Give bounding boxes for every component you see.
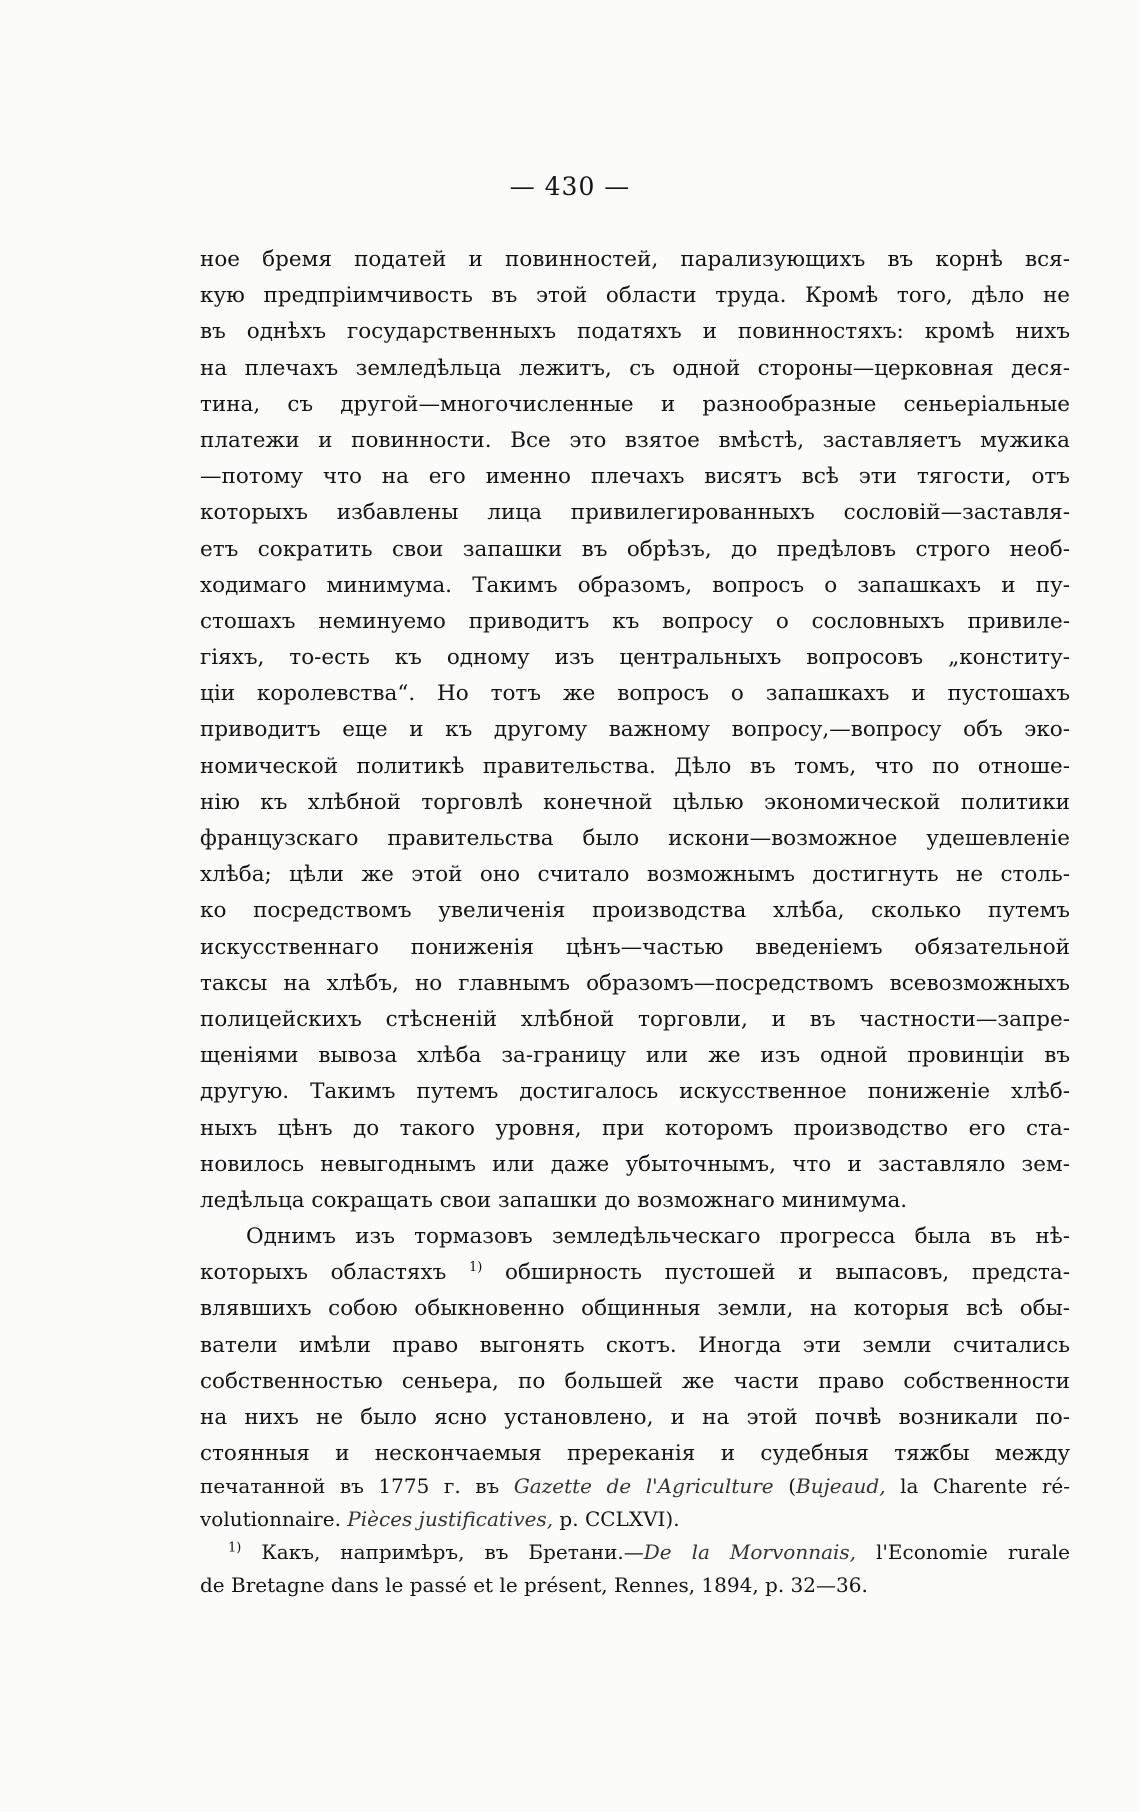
footnote-continuation-line: volutionnaire. Pièces justificatives, p. CCLXVI).: [200, 1507, 680, 1531]
text-line: стошахъ неминуемо приводитъ къ вопросу о сословныхъ привиле-: [200, 608, 1070, 634]
text-line: влявшихъ собою обыкновенно общинныя земли, на которыя всѣ обы-: [200, 1296, 1070, 1322]
text-line: на нихъ не было ясно установлено, и на этой почвѣ возникали по-: [200, 1405, 1070, 1430]
text-line: щеніями вывоза хлѣба за-границу или же изъ одной провинціи въ: [200, 1043, 1070, 1069]
paragraph-1: [200, 242, 1070, 1219]
text-line: тина, съ другой—многочисленные и разнообразные сеньеріальные: [200, 391, 1070, 417]
text-line: приводитъ еще и къ другому важному вопросу,—вопросу объ эко-: [200, 717, 1070, 743]
text-line: номической политикѣ правительства. Дѣло въ томъ, что по отноше-: [200, 753, 1070, 779]
text-line: полицейскихъ стѣсненій хлѣбной торговли, и въ частности—запре-: [200, 1006, 1070, 1032]
paragraph-2: [200, 1219, 1070, 1472]
footnote-continuation-line: печатанной въ 1775 г. въ Gazette de l'Agriculture (Bujeaud, la Charente ré-: [200, 1474, 1070, 1498]
footnotes: [200, 1470, 1070, 1602]
text-line: которыхъ областяхъ $^{1)}$ обширность пустошей и выпасовъ, предста-: [200, 1260, 1070, 1286]
text-line: другую. Такимъ путемъ достигалось искусственное пониженіе хлѣб-: [200, 1079, 1070, 1105]
text-line: таксы на хлѣбъ, но главнымъ образомъ—посредствомъ всевозможныхъ: [200, 970, 1070, 996]
text-line: въ однѣхъ государственныхъ податяхъ и повинностяхъ: кромѣ нихъ: [200, 319, 1070, 345]
text-line: етъ сократить свои запашки въ обрѣзъ, до предѣловъ строго необ-: [200, 536, 1070, 562]
text-line: нію къ хлѣбной торговлѣ конечной цѣлью экономической политики: [200, 789, 1070, 815]
footnote-1: $^{1)}$ Какъ, напримѣръ, въ Бретани.—De la Morvonnais, l'Economie rurale: [228, 1540, 1070, 1564]
text-line: французскаго правительства было искони—возможное удешевленіе: [200, 826, 1070, 851]
text-line: —потому что на его именно плечахъ висятъ всѣ эти тягости, отъ: [200, 464, 1070, 490]
text-line: ко посредствомъ увеличенія производства хлѣба, сколько путемъ: [200, 898, 1070, 924]
text-line: стоянныя и нескончаемыя пререканія и судебныя тяжбы между: [200, 1441, 1070, 1467]
text-line: новилось невыгоднымъ или даже убыточнымъ, что и заставляло зем-: [200, 1151, 1070, 1177]
text-line: хлѣба; цѣли же этой оно считало возможнымъ достигнуть не столь-: [200, 862, 1070, 888]
text-line: ходимаго минимума. Такимъ образомъ, вопросъ о запашкахъ и пу-: [200, 572, 1070, 598]
text-line: кую предпріимчивость въ этой области труда. Кромѣ того, дѣло не: [200, 283, 1070, 309]
text-line: ватели имѣли право выгонять скотъ. Иногда эти земли считались: [200, 1332, 1070, 1358]
text-line: на плечахъ земледѣльца лежитъ, съ одной стороны—церковная деся-: [200, 355, 1070, 381]
text-line: ныхъ цѣнъ до такого уровня, при которомъ производство его ста-: [200, 1115, 1070, 1141]
text-line: гіяхъ, то-есть къ одному изъ центральныхъ вопросовъ „конститу-: [200, 645, 1070, 671]
footnote-1-line: de Bretagne dans le passé et le présent, Rennes, 1894, p. 32—36.: [200, 1573, 868, 1597]
text-line: искусственнаго пониженія цѣнъ—частью введеніемъ обязательной: [200, 934, 1070, 960]
text-line: платежи и повинности. Все это взятое вмѣстѣ, заставляетъ мужика: [200, 427, 1070, 453]
text-line: Однимъ изъ тормазовъ земледѣльческаго прогресса была въ нѣ-: [246, 1224, 1070, 1250]
body-text: [200, 242, 1070, 1472]
text-line: ледѣльца сокращать свои запашки до возможнаго минимума.: [200, 1187, 908, 1213]
text-line: которыхъ избавлены лица привилегированныхъ сословій—заставля-: [200, 500, 1070, 526]
text-line: собственностью сеньера, по большей же части право собственности: [200, 1368, 1070, 1394]
footnote-reference[interactable]: 1): [468, 1260, 483, 1276]
footnote-marker: 1): [228, 1540, 242, 1556]
text-line: ное бремя податей и повинностей, парализующихъ въ корнѣ вся-: [200, 247, 1070, 272]
text-line: ціи королевства“. Но тотъ же вопросъ о запашкахъ и пустошахъ: [200, 681, 1070, 707]
page-number: — 430 —: [509, 172, 631, 201]
